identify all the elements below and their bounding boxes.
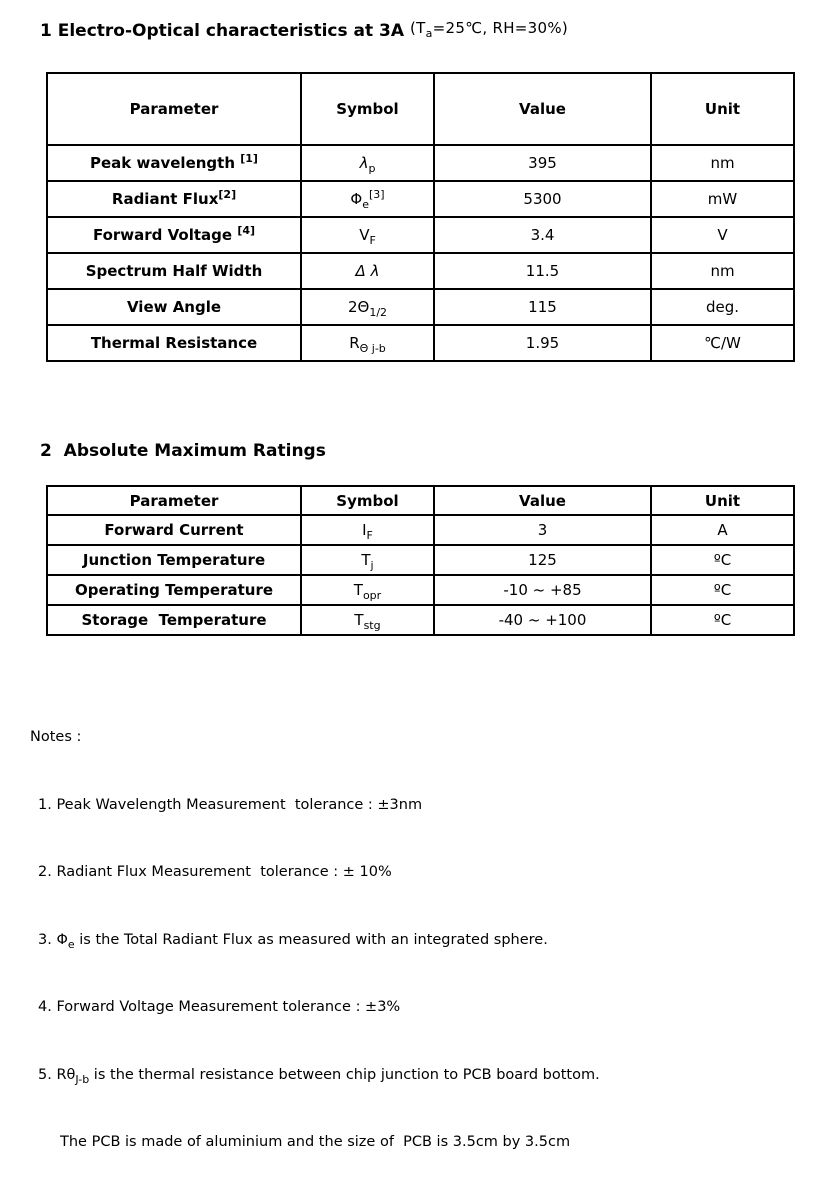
parameter-cell: Forward Current bbox=[47, 515, 301, 545]
symbol-cell: $V_F$ bbox=[301, 217, 434, 253]
table-row bbox=[47, 145, 794, 181]
note-item: 2. Radiant Flux Measurement tolerance : ± 10% bbox=[38, 864, 392, 880]
electro-optical-characteristics-table bbox=[46, 72, 795, 362]
section1-title-text: 1 Electro-Optical characteristics at 3A bbox=[40, 21, 410, 41]
table-row bbox=[47, 253, 794, 289]
table2-header-value: Value bbox=[434, 486, 651, 515]
value-cell: 3 bbox=[434, 515, 651, 545]
notes-label: Notes : bbox=[30, 729, 82, 745]
table1-header-parameter: Parameter bbox=[47, 73, 301, 145]
parameter-cell: Spectrum Half Width bbox=[47, 253, 301, 289]
value-cell: 395 bbox=[434, 145, 651, 181]
unit-cell: ºC bbox=[651, 545, 794, 575]
value-cell: 125 bbox=[434, 545, 651, 575]
value-cell: 11.5 bbox=[434, 253, 651, 289]
table1-header-unit: Unit bbox=[651, 73, 794, 145]
symbol-cell: $R_{\Theta j-b}$ bbox=[301, 325, 434, 361]
table-row bbox=[47, 217, 794, 253]
unit-cell: V bbox=[651, 217, 794, 253]
section1-title bbox=[40, 21, 568, 41]
unit-cell: ℃/W bbox=[651, 325, 794, 361]
unit-cell: ºC bbox=[651, 605, 794, 635]
parameter-cell: Radiant Flux[2] bbox=[47, 181, 301, 217]
value-cell: 1.95 bbox=[434, 325, 651, 361]
note-item: 5. $R\theta_{J-b}$ is the thermal resistance between chip junction to PCB board bottom. bbox=[38, 1066, 600, 1086]
symbol-cell: $T_j$ bbox=[301, 545, 434, 575]
unit-cell: nm bbox=[651, 145, 794, 181]
value-cell: 115 bbox=[434, 289, 651, 325]
symbol-cell: $T_{opr}$ bbox=[301, 575, 434, 605]
table2-header-parameter: Parameter bbox=[47, 486, 301, 515]
notes-section bbox=[30, 681, 600, 1199]
table-row bbox=[47, 515, 794, 545]
unit-cell: ºC bbox=[651, 575, 794, 605]
value-cell: -10 ~ +85 bbox=[434, 575, 651, 605]
table2-header-unit: Unit bbox=[651, 486, 794, 515]
parameter-cell: Storage Temperature bbox=[47, 605, 301, 635]
section2-title: 2 Absolute Maximum Ratings bbox=[40, 441, 326, 461]
section1-condition: ($T_a=25℃$, RH=30%) bbox=[409, 19, 569, 40]
value-cell: 3.4 bbox=[434, 217, 651, 253]
symbol-cell: $\lambda_p$ bbox=[301, 145, 434, 181]
note-item: 3. $\Phi_e$ is the Total Radiant Flux as measured with an integrated sphere. bbox=[38, 931, 548, 951]
absolute-maximum-ratings-table bbox=[46, 485, 795, 636]
table2-header-row bbox=[47, 486, 794, 515]
table-row bbox=[47, 575, 794, 605]
note-item-continuation: The PCB is made of aluminium and the size of PCB is 3.5cm by 3.5cm bbox=[60, 1134, 571, 1150]
parameter-cell: Peak wavelength [1] bbox=[47, 145, 301, 181]
table1-header-value: Value bbox=[434, 73, 651, 145]
symbol-cell: Δ λ bbox=[301, 253, 434, 289]
note-item: 4. Forward Voltage Measurement tolerance : ±3% bbox=[38, 999, 401, 1015]
parameter-cell: Operating Temperature bbox=[47, 575, 301, 605]
table-row bbox=[47, 181, 794, 217]
unit-cell: mW bbox=[651, 181, 794, 217]
table1-header-row bbox=[47, 73, 794, 145]
value-cell: -40 ~ +100 bbox=[434, 605, 651, 635]
parameter-cell: Forward Voltage [4] bbox=[47, 217, 301, 253]
unit-cell: deg. bbox=[651, 289, 794, 325]
value-cell: 5300 bbox=[434, 181, 651, 217]
unit-cell: nm bbox=[651, 253, 794, 289]
symbol-cell: $2\Theta_{1/2}$ bbox=[301, 289, 434, 325]
table-row bbox=[47, 605, 794, 635]
table2-header-symbol: Symbol bbox=[301, 486, 434, 515]
table1-body bbox=[47, 145, 794, 361]
unit-cell: A bbox=[651, 515, 794, 545]
table2-body bbox=[47, 515, 794, 635]
table-row bbox=[47, 289, 794, 325]
symbol-cell: $I_F$ bbox=[301, 515, 434, 545]
symbol-cell: $T_{stg}$ bbox=[301, 605, 434, 635]
note-item: 1. Peak Wavelength Measurement tolerance : ±3nm bbox=[38, 796, 423, 813]
table1-header-symbol: Symbol bbox=[301, 73, 434, 145]
symbol-cell: $\Phi_e[3]$ bbox=[301, 181, 434, 217]
parameter-cell: View Angle bbox=[47, 289, 301, 325]
table-row bbox=[47, 545, 794, 575]
table-row bbox=[47, 325, 794, 361]
parameter-cell: Junction Temperature bbox=[47, 545, 301, 575]
parameter-cell: Thermal Resistance bbox=[47, 325, 301, 361]
